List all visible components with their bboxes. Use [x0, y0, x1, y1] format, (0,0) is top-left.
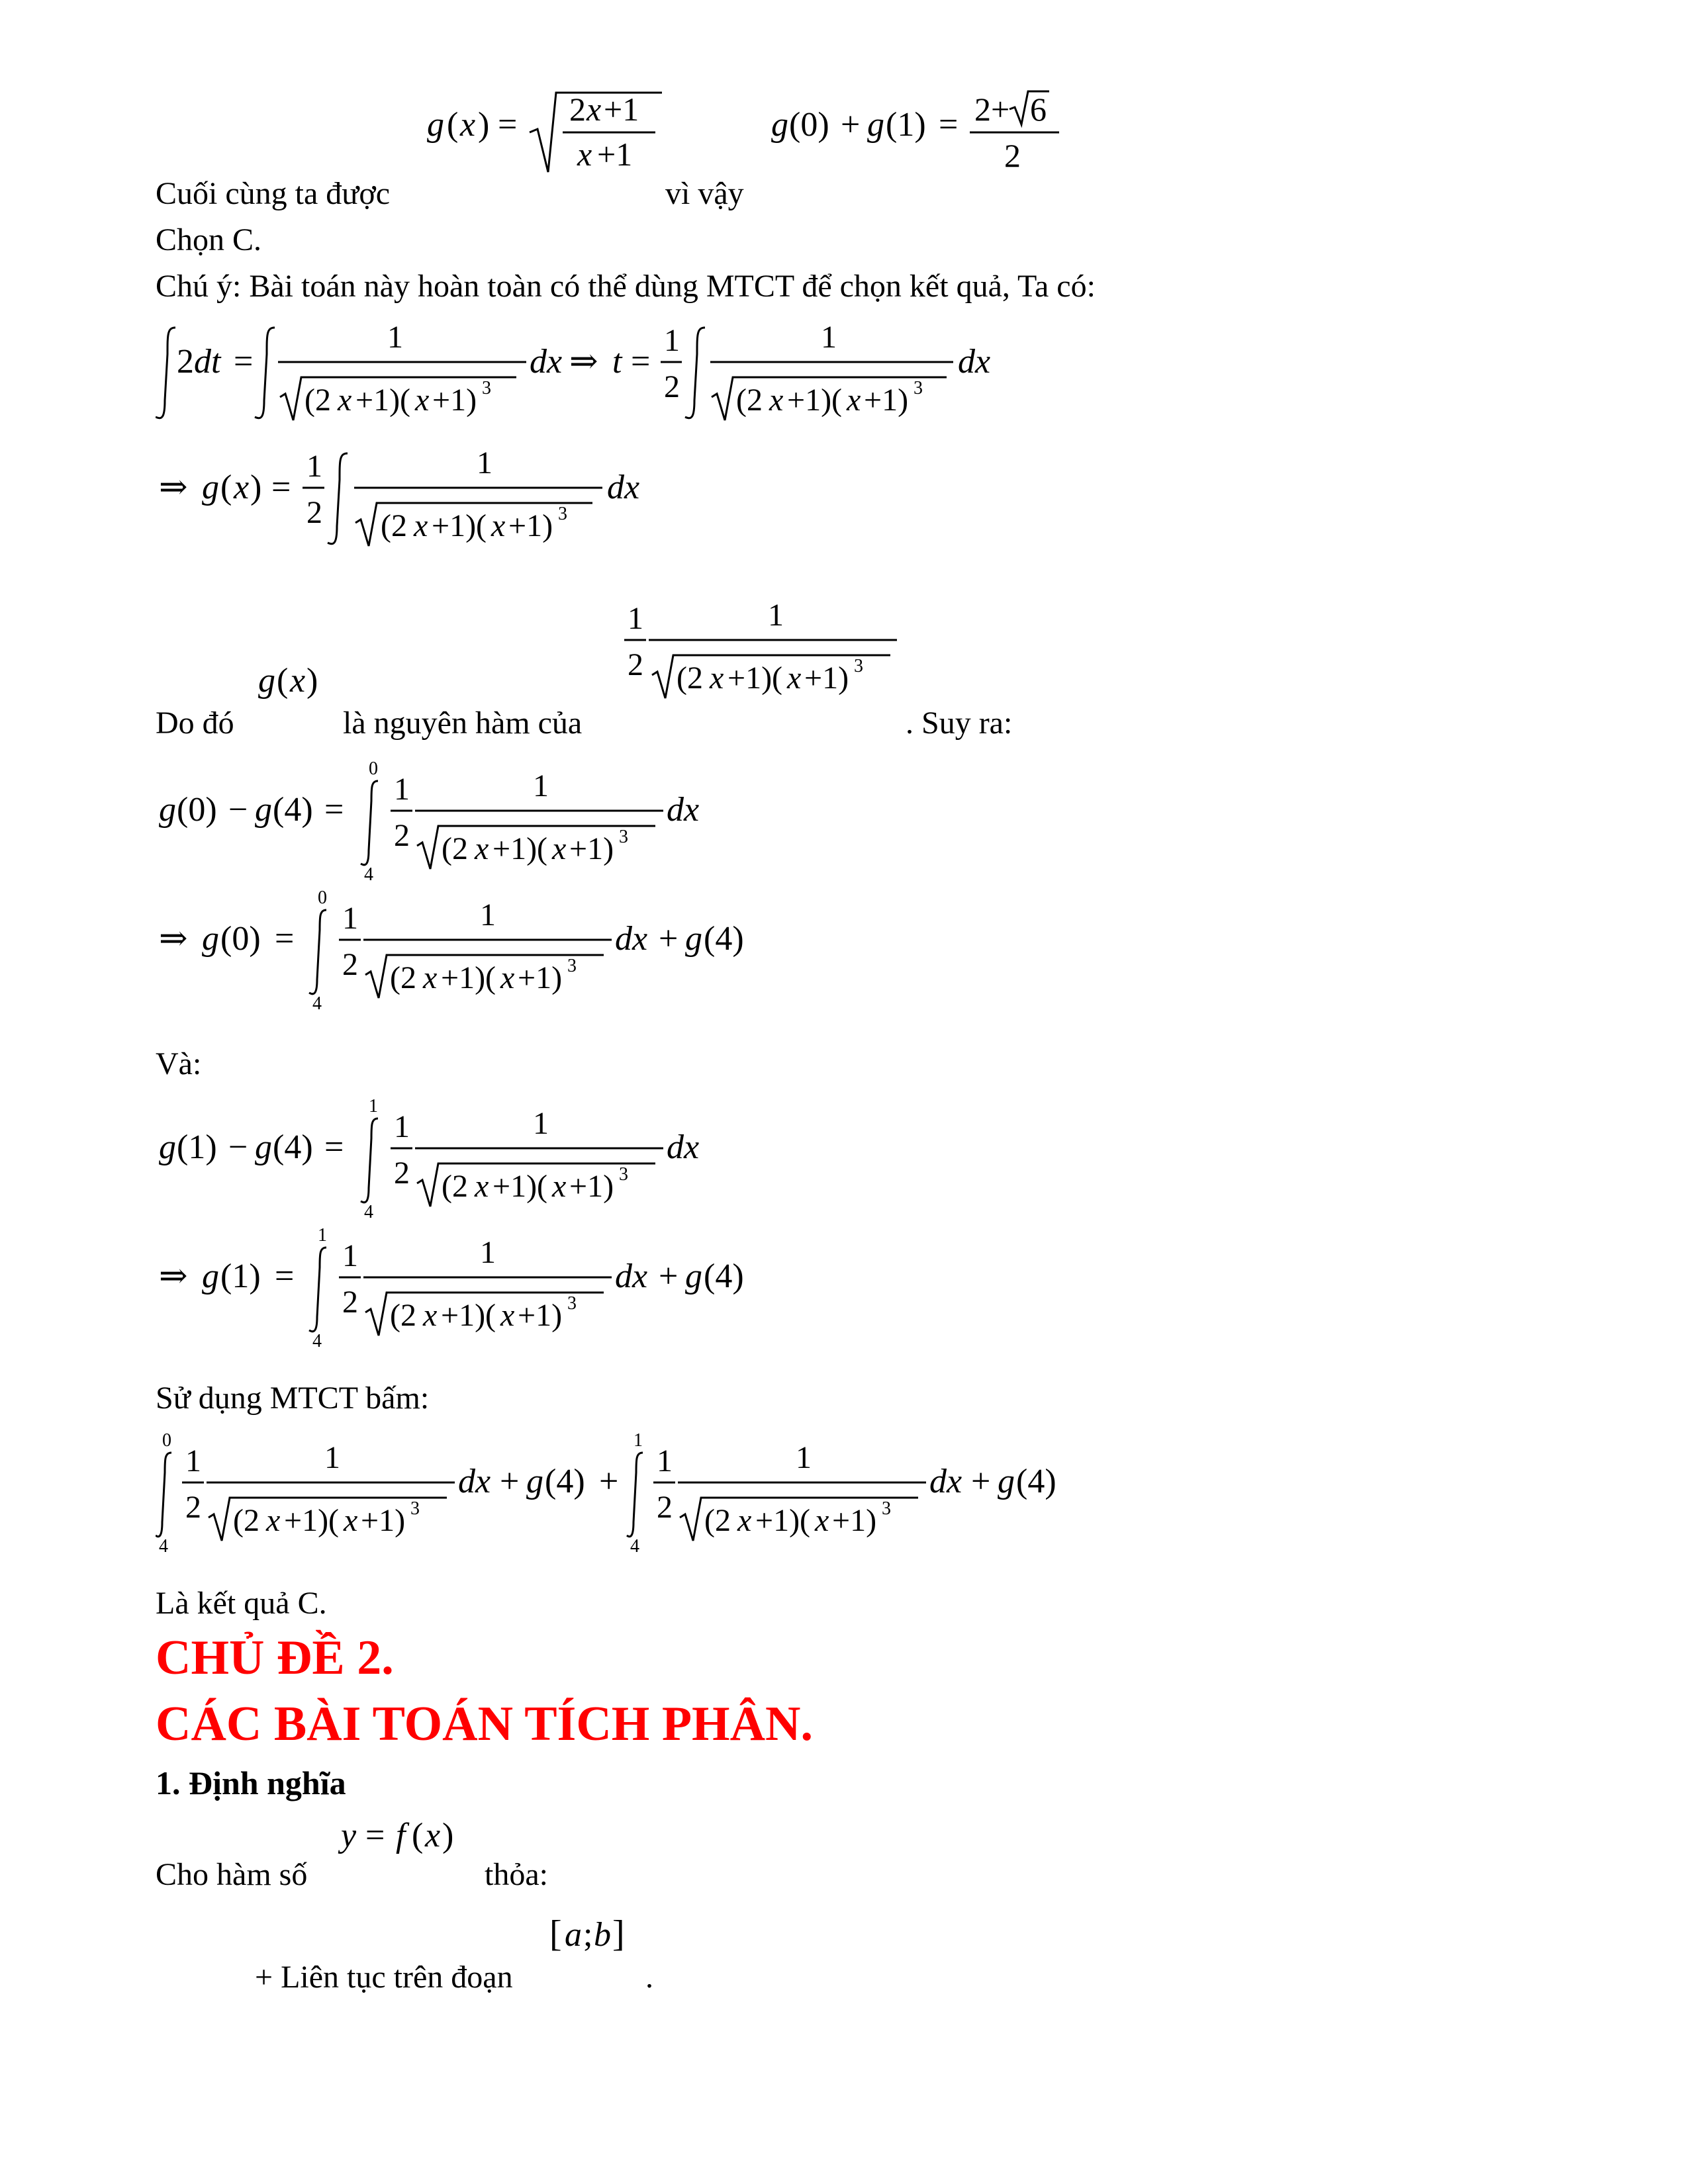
svg-text:4: 4	[312, 993, 322, 1009]
svg-text:(: (	[277, 662, 289, 700]
svg-text:t: t	[612, 343, 622, 381]
svg-text:+1): +1)	[832, 1503, 877, 1538]
svg-text:x: x	[491, 508, 506, 543]
svg-text:x: x	[414, 508, 428, 543]
svg-text:3: 3	[482, 378, 491, 398]
svg-text:4: 4	[364, 1202, 373, 1218]
svg-text:dx: dx	[607, 469, 640, 506]
svg-text:2: 2	[569, 91, 586, 128]
svg-text:1: 1	[796, 1440, 812, 1475]
svg-text:+: +	[659, 1257, 679, 1295]
text-line: Cho hàm số	[156, 1857, 308, 1892]
formula-half-integrand	[622, 592, 914, 705]
svg-text:x: x	[344, 1503, 358, 1538]
svg-text:=: =	[324, 791, 344, 829]
svg-text:=: =	[631, 343, 651, 381]
svg-text:=: =	[365, 1817, 385, 1854]
svg-text:g: g	[258, 662, 275, 700]
chapter-heading: CHỦ ĐỀ 2.	[156, 1631, 394, 1685]
svg-text:x: x	[577, 136, 592, 173]
svg-text:1: 1	[533, 768, 549, 803]
svg-text:+1): +1)	[569, 1169, 614, 1204]
text-line: Chú ý: Bài toán này hoàn toàn có thể dùng MTCT để chọn kết quả, Ta có:	[156, 269, 1096, 304]
svg-text:=: =	[324, 1128, 344, 1166]
svg-text:+1)(: +1)(	[755, 1503, 811, 1538]
svg-text:): )	[442, 1817, 454, 1854]
svg-text:2: 2	[394, 1156, 410, 1191]
svg-text:x: x	[475, 831, 489, 866]
svg-text:(4): (4)	[273, 1128, 313, 1166]
svg-text:x: x	[769, 383, 784, 418]
svg-text:1: 1	[342, 1238, 358, 1273]
svg-text:1: 1	[185, 1443, 201, 1479]
svg-text:2+: 2+	[974, 91, 1010, 128]
svg-text:(2: (2	[305, 383, 331, 418]
svg-text:y: y	[341, 1817, 357, 1854]
svg-text:dx: dx	[958, 343, 991, 381]
svg-text:1: 1	[306, 449, 322, 484]
svg-text:2: 2	[185, 1490, 201, 1525]
svg-text:(0): (0)	[177, 791, 217, 829]
svg-text:+1): +1)	[518, 1298, 563, 1333]
svg-text:+: +	[971, 1463, 991, 1500]
svg-text:+1): +1)	[804, 660, 849, 696]
svg-text:(1): (1)	[177, 1128, 217, 1166]
formula-interval-ab	[546, 1903, 639, 1962]
svg-text:+1): +1)	[508, 508, 553, 543]
svg-text:): )	[478, 106, 490, 144]
svg-text:a: a	[565, 1916, 582, 1954]
svg-text:−: −	[228, 791, 248, 829]
svg-text:g: g	[526, 1463, 543, 1500]
svg-text:g: g	[685, 1257, 702, 1295]
svg-text:x: x	[815, 1503, 829, 1538]
svg-text:1: 1	[342, 901, 358, 936]
svg-text:g: g	[685, 920, 702, 958]
svg-text:4: 4	[312, 1331, 322, 1347]
svg-text:3: 3	[410, 1498, 420, 1519]
svg-text:x: x	[266, 1503, 281, 1538]
svg-text:]: ]	[612, 1913, 625, 1954]
svg-text:3: 3	[619, 1164, 628, 1185]
text-line: Chọn C.	[156, 222, 262, 257]
svg-text:(2: (2	[233, 1503, 259, 1538]
svg-text:[: [	[549, 1913, 562, 1954]
formula-g1-minus-g4	[156, 1092, 751, 1218]
text-line: . Suy ra:	[906, 705, 1013, 741]
svg-text:x: x	[552, 1169, 567, 1204]
svg-text:⇒: ⇒	[159, 469, 188, 506]
svg-text:−: −	[228, 1128, 248, 1166]
svg-text:3: 3	[558, 504, 567, 524]
svg-text:x: x	[710, 660, 724, 696]
svg-text:g: g	[255, 1128, 272, 1166]
svg-text:g: g	[771, 106, 788, 144]
text-line: + Liên tục trên đoạn	[255, 1960, 513, 1995]
svg-text:2: 2	[342, 947, 358, 982]
svg-text:1: 1	[318, 1225, 327, 1246]
svg-text:+1)(: +1)(	[441, 960, 496, 995]
text-line: thỏa:	[485, 1857, 548, 1892]
svg-text:g: g	[867, 106, 884, 144]
svg-text:1: 1	[394, 772, 410, 807]
svg-text:dx: dx	[615, 1257, 648, 1295]
svg-text:+: +	[599, 1463, 619, 1500]
svg-text:x: x	[338, 383, 352, 418]
svg-text:1: 1	[657, 1443, 673, 1479]
svg-text:+1)(: +1)(	[787, 383, 843, 418]
svg-text:4: 4	[630, 1536, 639, 1552]
formula-gx-sqrt	[424, 79, 675, 179]
svg-text:g: g	[998, 1463, 1015, 1500]
text-line: Sử dụng MTCT bấm:	[156, 1381, 430, 1416]
text-line: Do đó	[156, 705, 234, 741]
svg-text:): )	[250, 469, 262, 506]
svg-text:2: 2	[306, 495, 322, 530]
svg-text:(2: (2	[677, 660, 703, 696]
svg-text:=: =	[271, 469, 291, 506]
svg-text:x: x	[423, 1298, 438, 1333]
text-line: .	[645, 1960, 653, 1995]
svg-text:(2: (2	[390, 1298, 416, 1333]
svg-text:+1): +1)	[569, 831, 614, 866]
svg-text:dt: dt	[194, 343, 221, 381]
svg-text:4: 4	[159, 1536, 168, 1552]
svg-text:1: 1	[821, 320, 837, 355]
svg-text:(2: (2	[390, 960, 416, 995]
svg-text:2: 2	[657, 1490, 673, 1525]
svg-text:=: =	[275, 920, 295, 958]
formula-mtct-sum	[156, 1426, 1096, 1552]
svg-text:2: 2	[394, 818, 410, 853]
svg-text:⇒: ⇒	[159, 1257, 188, 1295]
svg-text:(2: (2	[704, 1503, 731, 1538]
formula-g0	[156, 884, 818, 1009]
formula-g0-plus-g1	[768, 79, 1086, 179]
svg-text:dx: dx	[667, 1128, 700, 1166]
svg-text:⇒: ⇒	[569, 343, 598, 381]
svg-text:+1)(: +1)(	[727, 660, 783, 696]
svg-text:g: g	[159, 1128, 176, 1166]
svg-text:0: 0	[318, 887, 327, 908]
svg-text:g: g	[202, 469, 219, 506]
svg-text:+1: +1	[597, 136, 633, 173]
svg-text:(: (	[220, 469, 232, 506]
svg-text:x: x	[737, 1503, 752, 1538]
svg-text:(4): (4)	[704, 920, 744, 958]
svg-text:+1)(: +1)(	[441, 1298, 496, 1333]
svg-text:+1)(: +1)(	[355, 383, 411, 418]
svg-text:x: x	[847, 383, 861, 418]
svg-text:2: 2	[342, 1285, 358, 1320]
svg-text:x: x	[500, 960, 515, 995]
svg-text:1: 1	[533, 1106, 549, 1141]
svg-text:=: =	[275, 1257, 295, 1295]
svg-text:⇒: ⇒	[159, 920, 188, 958]
svg-text:x: x	[415, 383, 430, 418]
svg-text:+1): +1)	[518, 960, 563, 995]
svg-text:3: 3	[619, 827, 628, 847]
section-title: 1. Định nghĩa	[156, 1764, 346, 1801]
svg-text:(2: (2	[442, 1169, 468, 1204]
svg-text:x: x	[290, 662, 306, 700]
svg-text:+1)(: +1)(	[492, 1169, 548, 1204]
svg-text:1: 1	[387, 320, 403, 355]
svg-text:dx: dx	[530, 343, 563, 381]
svg-text:(4): (4)	[273, 791, 313, 829]
svg-text:2: 2	[628, 647, 643, 682]
svg-text:(: (	[412, 1817, 424, 1854]
formula-gx-integral	[156, 440, 685, 553]
svg-text:4: 4	[364, 864, 373, 880]
svg-text:x: x	[425, 1817, 441, 1854]
svg-text:(4): (4)	[1016, 1463, 1056, 1500]
svg-text:=: =	[939, 106, 959, 144]
svg-text:3: 3	[567, 956, 577, 976]
svg-text:;: ;	[583, 1916, 593, 1954]
svg-text:x: x	[423, 960, 438, 995]
svg-text:x: x	[460, 106, 476, 144]
chapter-heading: CÁC BÀI TOÁN TÍCH PHÂN.	[156, 1697, 814, 1751]
svg-text:1: 1	[369, 1096, 378, 1116]
svg-text:3: 3	[854, 656, 863, 676]
svg-text:3: 3	[914, 378, 923, 398]
svg-text:(: (	[447, 106, 459, 144]
formula-gx-small	[255, 652, 374, 705]
text-line: Là kết quả C.	[156, 1586, 327, 1621]
svg-text:g: g	[159, 791, 176, 829]
svg-text:0: 0	[369, 758, 378, 779]
svg-text:1: 1	[664, 323, 680, 358]
svg-text:+1): +1)	[864, 383, 909, 418]
svg-text:1: 1	[324, 1440, 340, 1475]
svg-text:(4): (4)	[545, 1463, 585, 1500]
svg-text:g: g	[255, 791, 272, 829]
svg-text:(1): (1)	[220, 1257, 261, 1295]
svg-text:+1: +1	[604, 91, 639, 128]
svg-text:x: x	[787, 660, 802, 696]
text-line: vì vậy	[665, 176, 744, 211]
svg-text:3: 3	[567, 1293, 577, 1314]
svg-text:2: 2	[664, 369, 680, 404]
svg-text:1: 1	[480, 897, 496, 933]
svg-text:=: =	[234, 343, 254, 381]
svg-text:): )	[306, 662, 318, 700]
svg-text:x: x	[234, 469, 250, 506]
text-line: Và:	[156, 1046, 202, 1081]
svg-text:(2: (2	[381, 508, 407, 543]
svg-text:(0): (0)	[220, 920, 261, 958]
svg-text:dx: dx	[615, 920, 648, 958]
svg-text:0: 0	[162, 1430, 171, 1451]
svg-text:1: 1	[633, 1430, 643, 1451]
svg-text:1: 1	[768, 598, 784, 633]
svg-text:(2: (2	[736, 383, 763, 418]
formula-integral-t	[156, 314, 1016, 427]
svg-text:+: +	[841, 106, 861, 144]
svg-text:1: 1	[480, 1235, 496, 1270]
formula-g1	[156, 1221, 818, 1347]
svg-text:+: +	[659, 920, 679, 958]
svg-text:(2: (2	[442, 831, 468, 866]
svg-text:+1): +1)	[432, 383, 477, 418]
svg-text:g: g	[202, 920, 219, 958]
svg-text:f: f	[396, 1817, 406, 1854]
text-line: Cuối cùng ta được	[156, 176, 390, 211]
svg-text:2: 2	[1004, 137, 1021, 174]
svg-text:g: g	[202, 1257, 219, 1295]
formula-g0-minus-g4	[156, 754, 751, 880]
svg-text:1: 1	[628, 601, 643, 636]
svg-text:x: x	[500, 1298, 515, 1333]
svg-text:(0): (0)	[789, 106, 829, 144]
svg-text:6: 6	[1030, 91, 1047, 128]
svg-text:(4): (4)	[704, 1257, 744, 1295]
formula-y-fx	[338, 1807, 483, 1860]
svg-text:+1)(: +1)(	[432, 508, 487, 543]
svg-text:g: g	[427, 106, 444, 144]
svg-text:dx: dx	[929, 1463, 962, 1500]
svg-text:x: x	[586, 91, 602, 128]
svg-text:2: 2	[177, 343, 194, 381]
svg-text:=: =	[498, 106, 518, 144]
svg-text:+: +	[500, 1463, 520, 1500]
svg-text:+1)(: +1)(	[284, 1503, 340, 1538]
svg-text:b: b	[594, 1916, 611, 1954]
svg-text:dx: dx	[458, 1463, 491, 1500]
svg-text:+1)(: +1)(	[492, 831, 548, 866]
svg-text:1: 1	[394, 1109, 410, 1144]
svg-text:(1): (1)	[886, 106, 926, 144]
svg-text:dx: dx	[667, 791, 700, 829]
svg-text:3: 3	[882, 1498, 891, 1519]
svg-text:x: x	[552, 831, 567, 866]
svg-text:x: x	[475, 1169, 489, 1204]
svg-text:1: 1	[477, 445, 492, 480]
svg-text:+1): +1)	[361, 1503, 406, 1538]
text-line: là nguyên hàm của	[343, 705, 583, 741]
